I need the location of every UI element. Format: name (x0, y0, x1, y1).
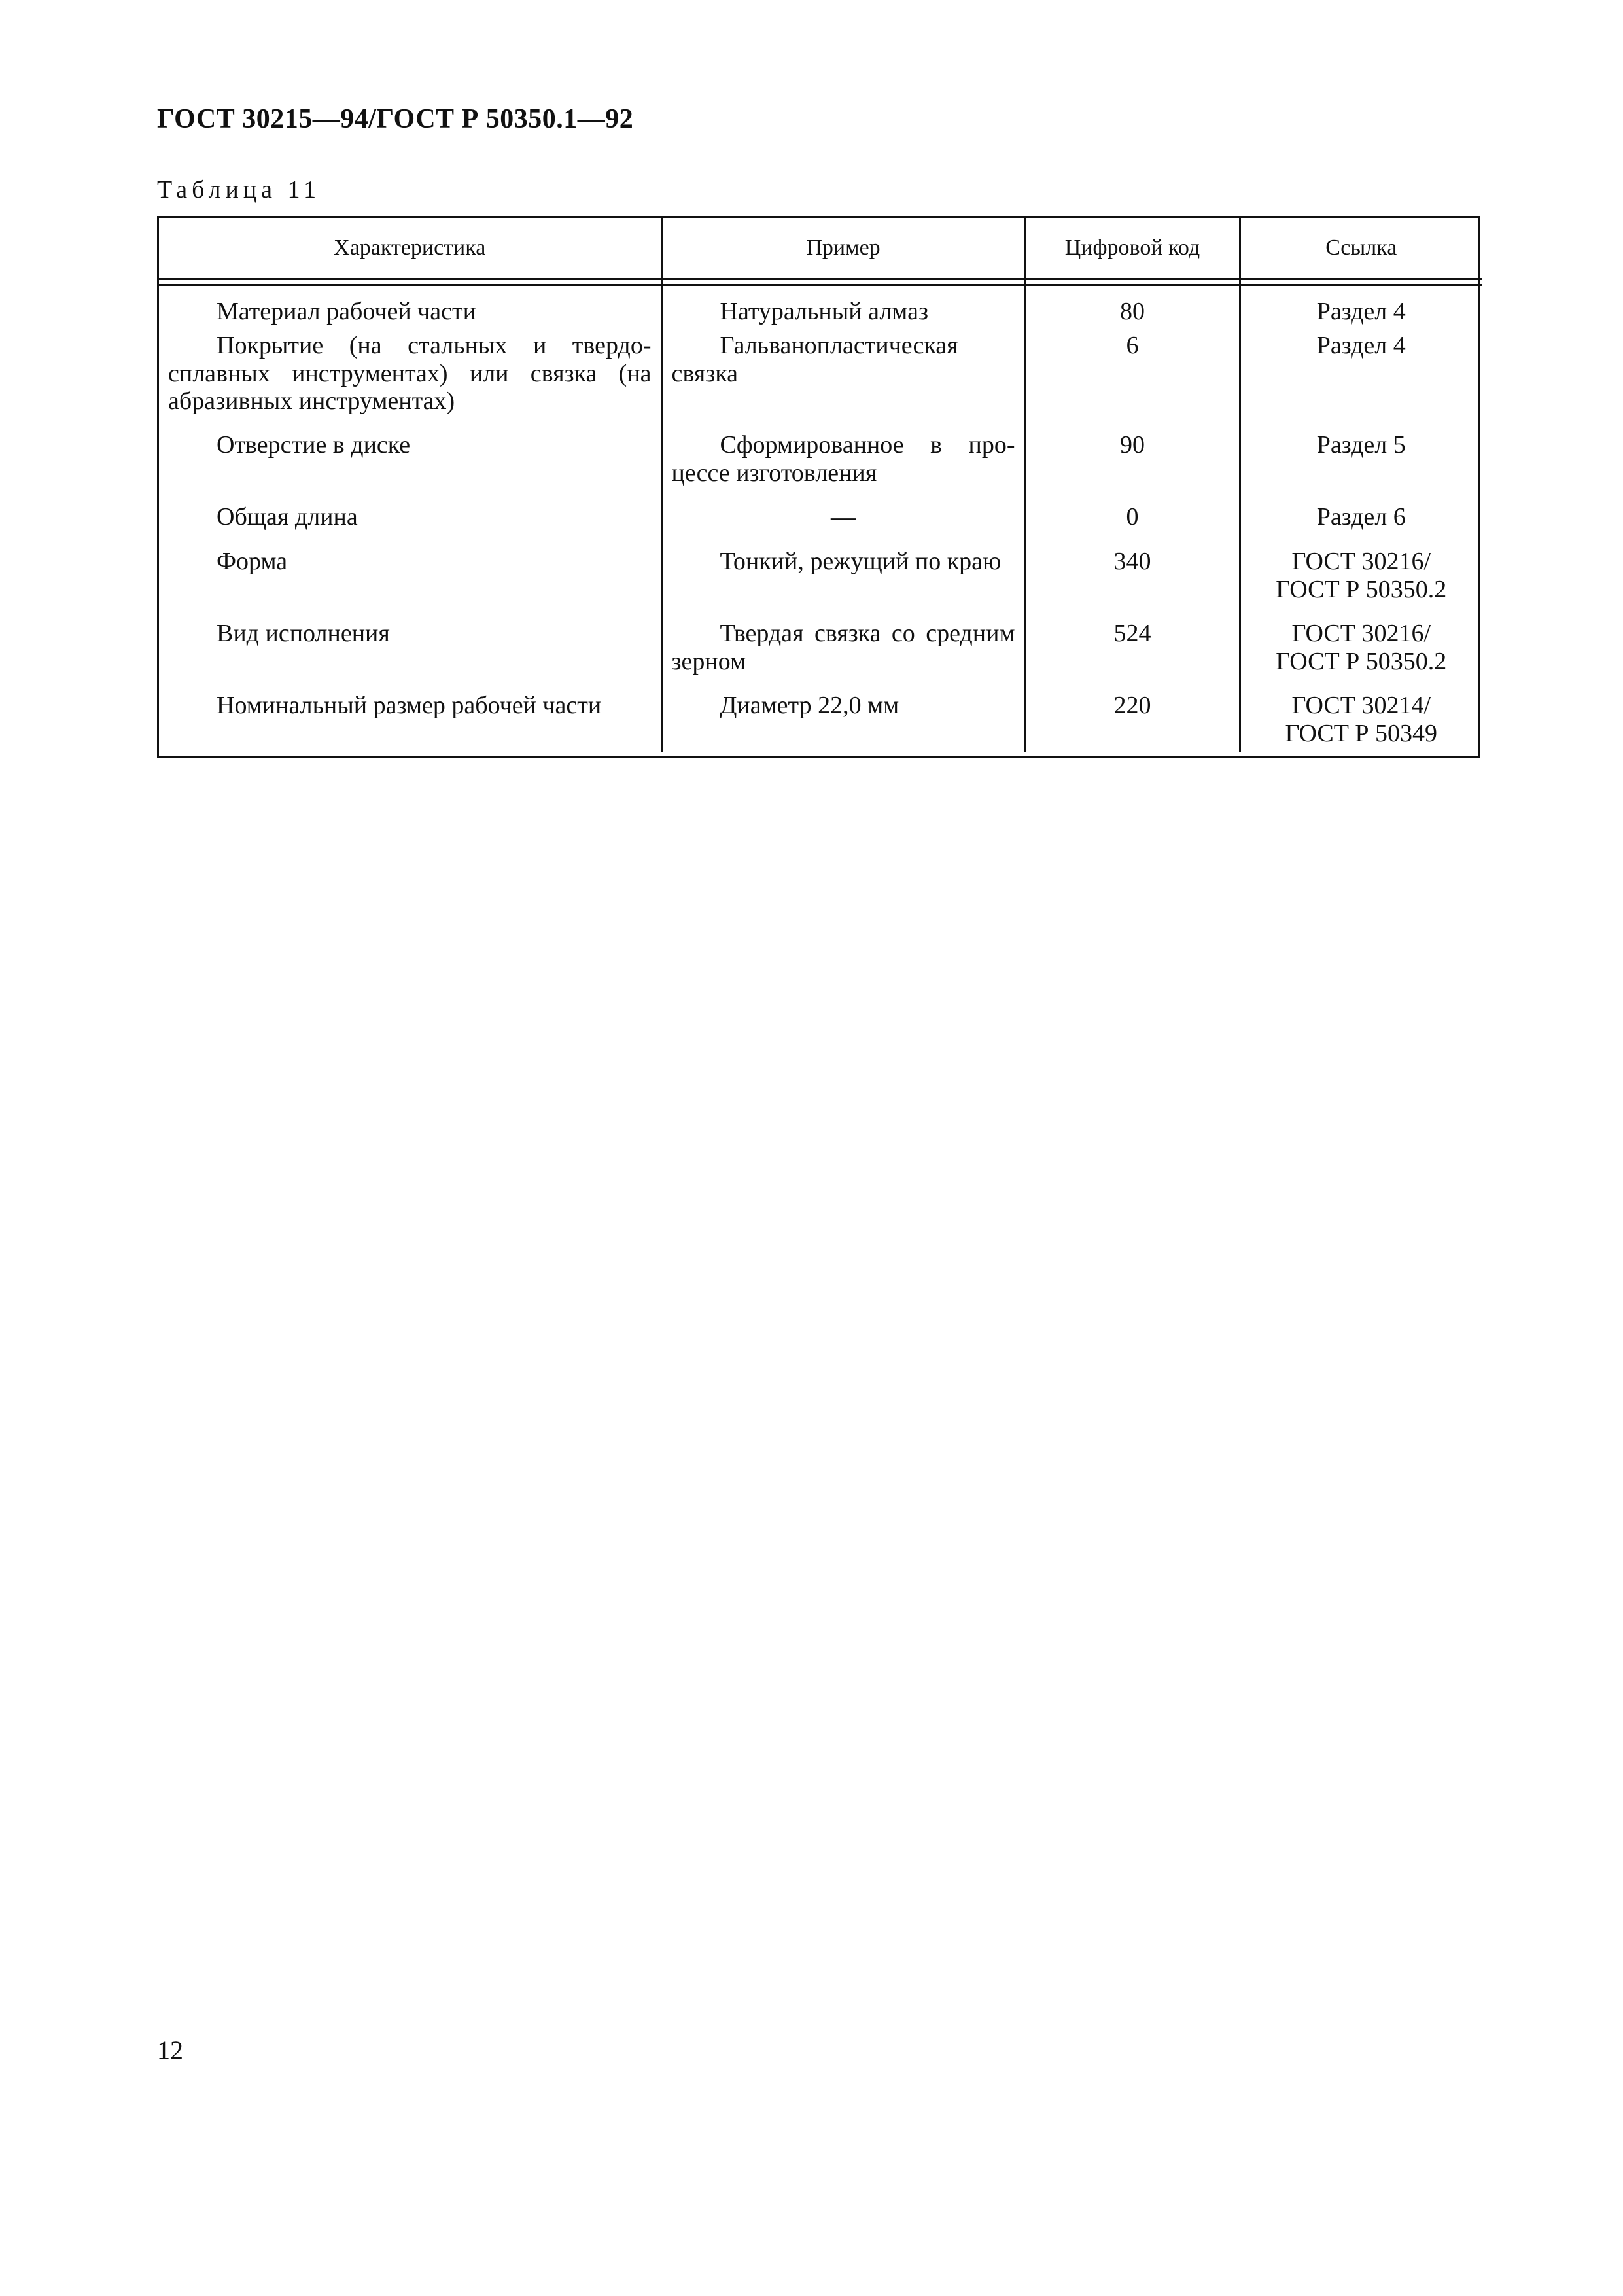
table-row (159, 285, 1482, 332)
table-row (159, 431, 1482, 503)
table-row (159, 620, 1482, 692)
page-number: 12 (157, 2036, 183, 2065)
characteristic-text: Отверстие в диске (217, 431, 411, 459)
characteristic-text: Форма (217, 548, 288, 575)
example-text: Сформированное в процессе изготовления (671, 431, 1015, 487)
reference-text: ГОСТ 30216/ (1291, 548, 1431, 575)
spec-table (159, 218, 1482, 752)
reference-text: ГОСТ Р 50349 (1285, 719, 1438, 747)
code-text: 524 (1025, 620, 1240, 692)
spec-table-frame (157, 216, 1480, 758)
code-text: 220 (1025, 692, 1240, 752)
table-row (159, 692, 1482, 752)
reference-text: Раздел 6 (1316, 503, 1406, 531)
reference-text: Раздел 4 (1316, 332, 1406, 359)
code-text: 90 (1025, 431, 1240, 503)
example-text: Твердая связка со средним зерном (671, 620, 1015, 675)
code-text: 80 (1025, 285, 1240, 332)
table-row (159, 332, 1482, 431)
characteristic-text: Материал рабочей части (217, 298, 476, 325)
example-text: — (661, 503, 1025, 548)
column-header-code: Цифровой код (1025, 218, 1240, 279)
reference-text: ГОСТ Р 50350.2 (1276, 647, 1447, 675)
example-text: Гальванопластическая связка (671, 332, 958, 387)
table-caption: Таблица 11 (157, 176, 321, 203)
characteristic-text: Номинальный размер рабочей части (217, 692, 602, 719)
table-row (159, 503, 1482, 548)
column-header-characteristic: Характеристика (159, 218, 661, 279)
table-header-row (159, 218, 1482, 279)
example-text: Тонкий, режущий по краю (720, 548, 1002, 575)
column-header-reference: Ссылка (1325, 235, 1397, 260)
code-text: 6 (1025, 332, 1240, 431)
reference-text: ГОСТ 30216/ (1291, 620, 1431, 647)
characteristic-text: Вид исполнения (217, 620, 390, 647)
characteristic-text: Общая длина (217, 503, 358, 531)
example-text: Натуральный алмаз (720, 298, 928, 325)
table-row (159, 548, 1482, 620)
header-double-rule (159, 279, 1482, 285)
document-title: ГОСТ 30215—94/ГОСТ Р 50350.1—92 (157, 104, 634, 134)
column-header-example: Пример (661, 218, 1025, 279)
reference-text: ГОСТ Р 50350.2 (1276, 575, 1447, 603)
code-text: 340 (1025, 548, 1240, 620)
code-text: 0 (1025, 503, 1240, 548)
example-text: Диаметр 22,0 мм (720, 692, 899, 719)
reference-text: Раздел 4 (1316, 298, 1406, 325)
reference-text: ГОСТ 30214/ (1291, 692, 1431, 719)
characteristic-text: Покрытие (на стальных и твердосплавных инструментах) или связка (на абразивных инструментах) (168, 332, 652, 415)
reference-text: Раздел 5 (1316, 431, 1406, 459)
